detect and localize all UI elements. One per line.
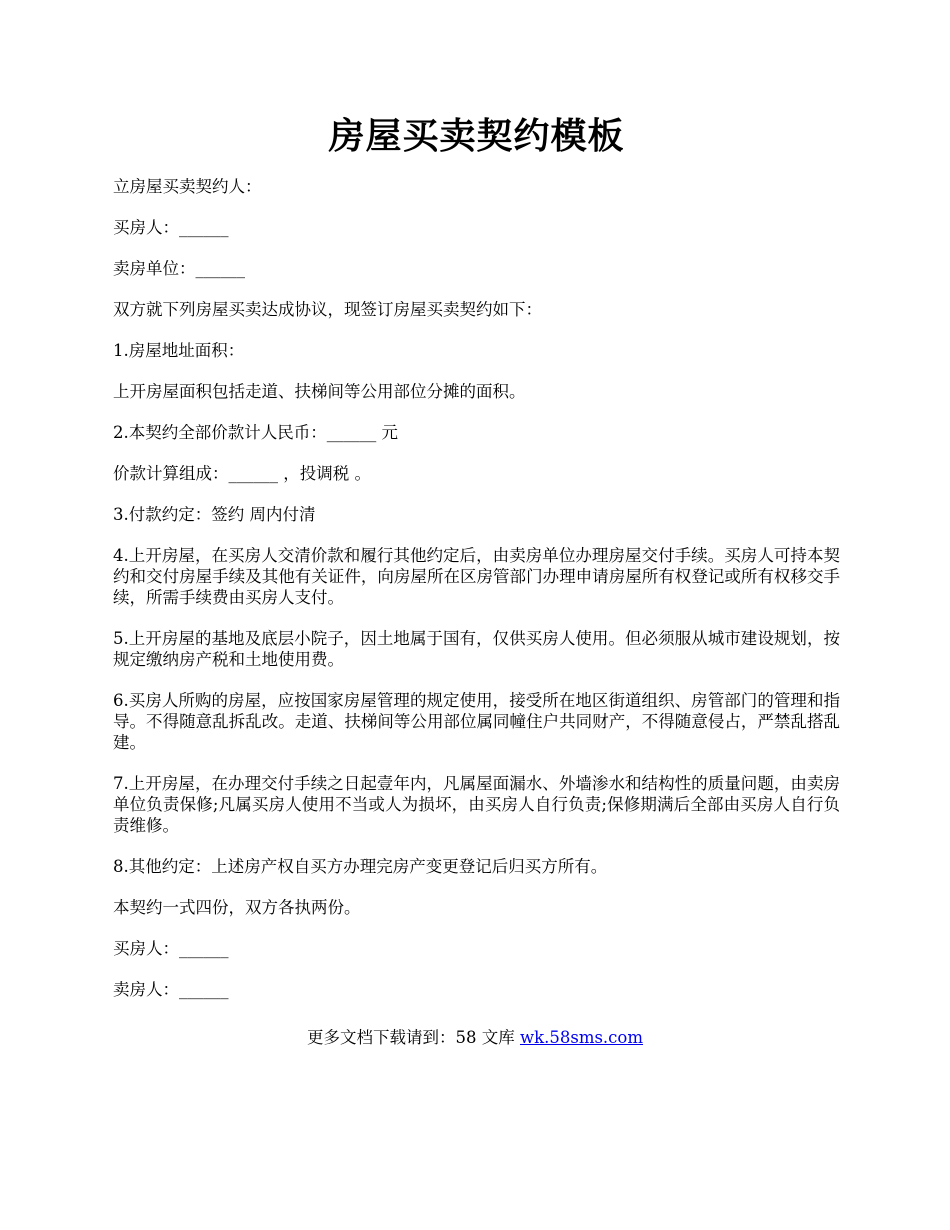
paragraph-agreement-intro: 双方就下列房屋买卖达成协议，现签订房屋买卖契约如下： [113,300,542,319]
paragraph-clause-4: 4.上开房屋，在买房人交清价款和履行其他约定后，由卖房单位办理房屋交付手续。买房人可持本契约和交付房屋手续及其他有关证件，向房屋所在区房管部门办理申请房屋所有权登记或所有权移交手续，所需手续费由买房人支付。 [113,546,840,607]
paragraph-seller-signature: 卖房人：______ [113,980,229,999]
paragraph-clause-5: 5.上开房屋的基地及底层小院子，因土地属于国有，仅供买房人使用。但必须服从城市建设规划，按规定缴纳房产税和土地使用费。 [113,629,840,669]
paragraph-price-composition: 价款计算组成：______ ，投调税 。 [113,464,371,483]
paragraph-clause-3: 3.付款约定：签约 周内付清 [113,505,316,524]
paragraph-clause-7: 7.上开房屋，在办理交付手续之日起壹年内，凡属屋面漏水、外墙渗水和结构性的质量问题，由卖房单位负责保修;凡属买房人使用不当或人为损坏，由买房人自行负责;保修期满后全部由买房人自行负责维修。 [113,774,840,835]
footer [0,1027,950,1049]
paragraph-clause-2: 2.本契约全部价款计人民币：______ 元 [113,423,398,442]
footer-link[interactable]: wk.58sms.com [519,1028,643,1047]
paragraph-area-note: 上开房屋面积包括走道、扶梯间等公用部位分摊的面积。 [113,382,526,401]
paragraph-parties-intro: 立房屋买卖契约人： [113,177,262,196]
paragraph-buyer-signature: 买房人：______ [113,939,229,958]
paragraph-clause-8: 8.其他约定：上述房产权自买方办理完房产变更登记后归买方所有。 [113,857,608,876]
paragraph-buyer: 买房人：______ [113,218,229,237]
document-title: 房屋买卖契约模板 [328,115,625,157]
paragraph-clause-1: 1.房屋地址面积： [113,341,245,360]
paragraph-copies: 本契约一式四份，双方各执两份。 [113,898,361,917]
paragraph-seller-unit: 卖房单位：______ [113,259,245,278]
document-page [113,110,840,1020]
footer-text: 更多文档下载请到：58 文库 [306,1028,520,1047]
paragraph-clause-6: 6.买房人所购的房屋，应按国家房屋管理的规定使用，接受所在地区街道组织、房管部门的管理和指导。不得随意乱拆乱改。走道、扶梯间等公用部位属同幢住户共同财产，不得随意侵占，严禁乱搭乱建。 [113,691,840,752]
